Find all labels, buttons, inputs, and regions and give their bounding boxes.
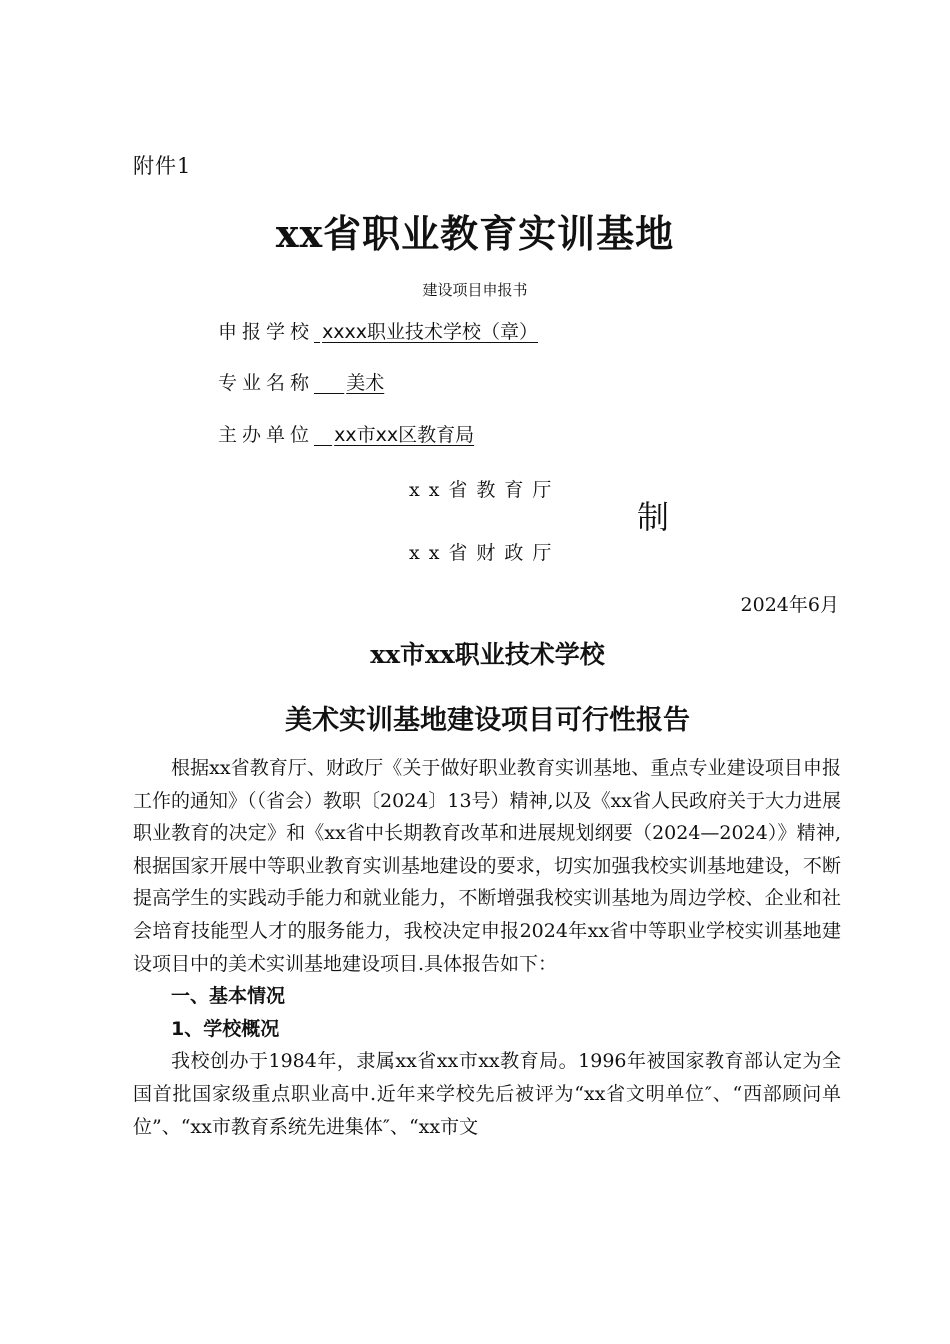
- issue-date: 2024年6月: [740, 594, 839, 616]
- field-value: xx市xx区教育局: [334, 424, 475, 446]
- body-paragraph: 我校创办于1984年，隶属xx省xx市xx教育局。1996年被国家教育部认定为全国首批国家级重点职业高中.近年来学校先后被评为“xx省文明单位″、“西部顾问单位”、“xx市教育系统先进集体″、“xx市文: [133, 1050, 841, 1138]
- main-title: xx省职业教育实训基地: [275, 211, 675, 256]
- school-title: xx市xx职业技术学校: [370, 640, 605, 669]
- sub-title: 建设项目申报书: [422, 281, 528, 299]
- issuer-education-dept: xx省教育厅: [409, 479, 561, 501]
- issuer-finance-dept: xx省财政厅: [409, 542, 561, 564]
- field-label: 专业名称: [218, 372, 315, 394]
- report-body: [133, 752, 841, 1143]
- field-value: 美术: [346, 372, 385, 394]
- body-paragraph: 根据xx省教育厅、财政厅《关于做好职业教育实训基地、重点专业建设项目申报工作的通知》（（省会）教职〔2024〕13号）精神,以及《xx省人民政府关于大力进展职业教育的决定》和《xx省中长期教育改革和进展规划纲要（2024—2024）》精神,根据国家开展中等职业教育实训基地建设的要求，切实加强我校实训基地建设，不断提高学生的实践动手能力和就业能力，不断增强我校实训基地为周边学校、企业和社会培育技能型人才的服务能力，我校决定申报2024年xx省中等职业学校实训基地建设项目中的美术实训基地建设项目.具体报告如下：: [133, 757, 842, 975]
- field-label: 申报学校: [218, 321, 315, 343]
- field-label: 主办单位: [218, 424, 315, 446]
- field-value: xxxx职业技术学校（章）: [322, 321, 539, 343]
- subsection-heading: 1、学校概况: [171, 1017, 280, 1040]
- attachment-label: 附件1: [133, 154, 192, 178]
- field-host-unit: [218, 420, 474, 447]
- field-major-name: [218, 368, 384, 395]
- field-applicant-school: [218, 317, 538, 344]
- issued-mark: 制: [637, 498, 670, 536]
- section-heading: 一、基本情况: [171, 985, 286, 1008]
- report-title: 美术实训基地建设项目可行性报告: [285, 705, 690, 736]
